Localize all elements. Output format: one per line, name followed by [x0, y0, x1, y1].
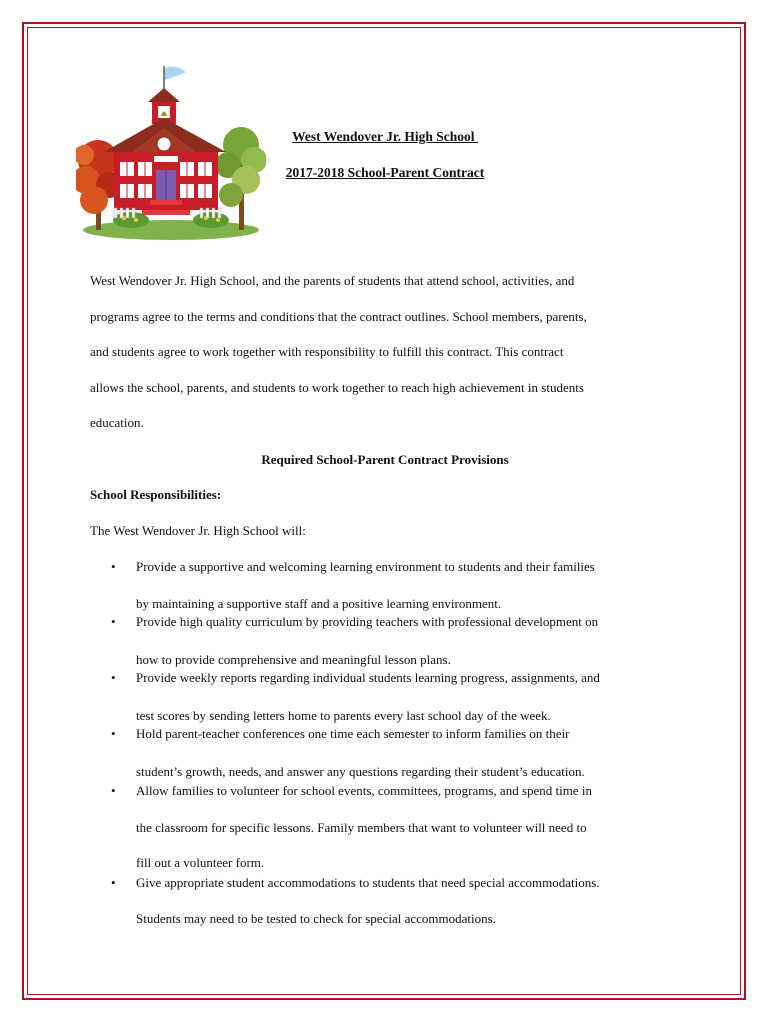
bullet-icon: •	[111, 614, 116, 629]
bullet-icon: •	[111, 726, 116, 741]
bullet-text: Students may need to be tested to check for special accommodations.	[136, 911, 496, 926]
bullet-text: Provide high quality curriculum by providing teachers with professional development on	[136, 614, 599, 629]
bullet-text: student’s growth, needs, and answer any questions regarding their student’s education.	[136, 764, 585, 779]
intro-line: allows the school, parents, and students to work together to reach high achievement in students	[90, 380, 584, 395]
responsibilities-lead: The West Wendover Jr. High School will:	[90, 523, 306, 538]
bullet-text: test scores by sending letters home to parents every last school day of the week.	[136, 708, 551, 723]
bullet-icon: •	[111, 670, 116, 685]
bullet-text: the classroom for specific lessons. Family members that want to volunteer will need to	[136, 820, 587, 835]
bullet-icon: •	[111, 783, 116, 798]
intro-line: education.	[90, 415, 144, 430]
school-title: West Wendover Jr. High School	[292, 129, 478, 144]
intro-line: West Wendover Jr. High School, and the parents of students that attend school, activities, and	[90, 273, 575, 288]
bullet-text: Hold parent-teacher conferences one time each semester to inform families on their	[136, 726, 570, 741]
schoolhouse-icon	[76, 60, 266, 246]
intro-line: and students agree to work together with responsibility to fulfill this contract. This contract	[90, 344, 564, 359]
bullet-text: Provide weekly reports regarding individual students learning progress, assignments, and	[136, 670, 600, 685]
intro-line: programs agree to the terms and conditions that the contract outlines. School members, parents,	[90, 309, 587, 324]
school-responsibilities-heading: School Responsibilities:	[90, 487, 222, 502]
bullet-text: Give appropriate student accommodations to students that need special accommodations.	[136, 875, 600, 890]
bullet-text: Allow families to volunteer for school events, committees, programs, and spend time in	[136, 783, 592, 798]
bullet-text: by maintaining a supportive staff and a positive learning environment.	[136, 596, 502, 611]
contract-title: 2017-2018 School-Parent Contract	[285, 165, 485, 180]
bullet-text: Provide a supportive and welcoming learning environment to students and their families	[136, 559, 595, 574]
bullet-icon: •	[111, 875, 116, 890]
bullet-icon: •	[111, 559, 116, 574]
provisions-heading: Required School-Parent Contract Provisions	[261, 452, 509, 467]
bullet-text: how to provide comprehensive and meaningful lesson plans.	[136, 652, 451, 667]
bullet-text: fill out a volunteer form.	[136, 855, 265, 870]
